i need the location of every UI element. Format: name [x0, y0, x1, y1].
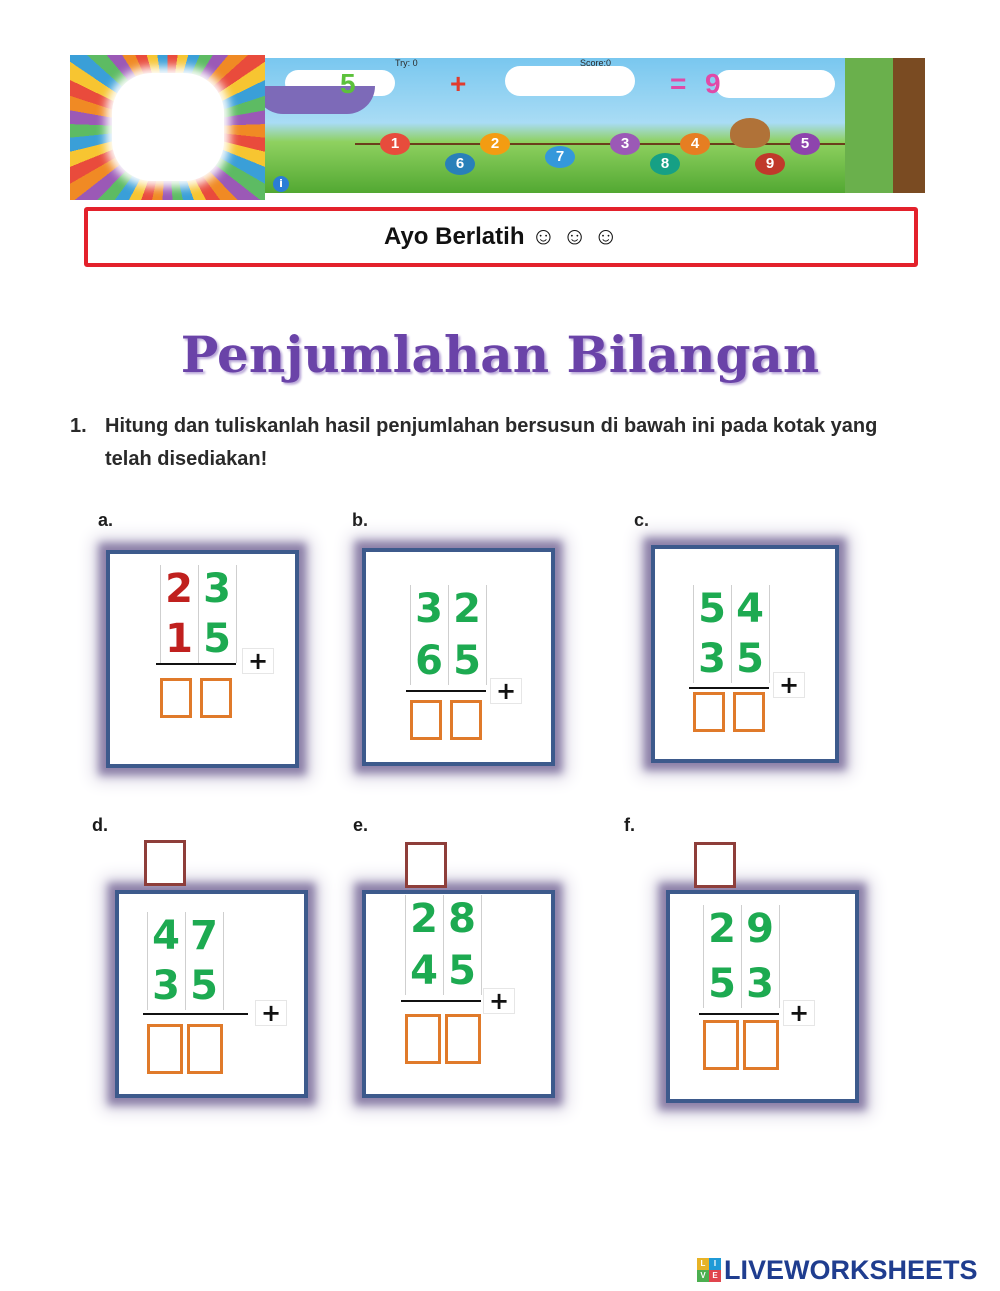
column-guide-line	[223, 912, 224, 1010]
header-banner	[70, 55, 925, 200]
carry-input-box[interactable]	[144, 840, 186, 886]
addend-digit: 5	[448, 948, 476, 994]
number-ball[interactable]: 7	[545, 146, 575, 168]
addend-digit: 3	[203, 566, 231, 612]
math-game-image	[265, 58, 925, 193]
number-ball[interactable]: 8	[650, 153, 680, 175]
addend-digit: 2	[708, 906, 736, 952]
column-guide-line	[779, 905, 780, 1008]
answer-input-box[interactable]	[160, 678, 192, 718]
score-counter: Score:0	[580, 58, 612, 68]
number-ball[interactable]: 4	[680, 133, 710, 155]
problem-label: f.	[624, 815, 635, 835]
sum-line	[699, 1013, 779, 1015]
plus-sign: +	[255, 1000, 287, 1026]
problem-label: d.	[92, 815, 108, 835]
addend-digit: 5	[698, 586, 726, 632]
addend-digit: 4	[736, 586, 764, 632]
addend-digit: 5	[190, 963, 218, 1009]
column-guide-line	[481, 895, 482, 995]
footer-brand-text: LIVEWORKSHEETS	[724, 1254, 978, 1285]
addend-digit: 4	[152, 913, 180, 959]
addend-digit: 2	[453, 586, 481, 632]
instruction-text: Hitung dan tuliskanlah hasil penjumlahan bersusun di bawah ini pada kotak yang telah disediakan!	[105, 415, 878, 470]
answer-input-box[interactable]	[410, 700, 442, 740]
carry-input-box[interactable]	[405, 842, 447, 888]
number-ball[interactable]: 9	[755, 153, 785, 175]
sum-line	[401, 1000, 481, 1002]
colored-pencils-image	[70, 55, 265, 200]
practice-header-title: Ayo Berlatih ☺ ☺ ☺	[384, 223, 618, 250]
footer-brand	[697, 1255, 978, 1285]
addend-digit: 6	[415, 638, 443, 684]
equation-equals: =	[670, 68, 687, 99]
number-ball[interactable]: 6	[445, 153, 475, 175]
sum-line	[156, 663, 236, 665]
number-ball[interactable]: 1	[380, 133, 410, 155]
answer-input-box[interactable]	[703, 1020, 739, 1070]
instruction-number: 1.	[70, 415, 87, 437]
number-ball[interactable]: 5	[790, 133, 820, 155]
equation-result: 9	[705, 68, 721, 99]
sum-line	[689, 687, 769, 689]
answer-input-box[interactable]	[450, 700, 482, 740]
addend-digit: 5	[203, 616, 231, 662]
answer-input-box[interactable]	[405, 1014, 441, 1064]
addend-digit: 2	[410, 896, 438, 942]
addend-digit: 3	[415, 586, 443, 632]
equation-operator: +	[450, 68, 467, 99]
answer-input-box[interactable]	[693, 692, 725, 732]
addend-digit: 3	[698, 636, 726, 682]
practice-header-box	[84, 207, 918, 267]
answer-input-box[interactable]	[445, 1014, 481, 1064]
plus-sign: +	[490, 678, 522, 704]
answer-input-box[interactable]	[187, 1024, 223, 1074]
number-ball[interactable]: 3	[610, 133, 640, 155]
answer-input-box[interactable]	[147, 1024, 183, 1074]
page-title: Penjumlahan Bilangan	[180, 325, 820, 384]
column-guide-line	[769, 585, 770, 683]
sum-line	[143, 1013, 248, 1015]
addend-digit: 5	[453, 638, 481, 684]
problem-label: b.	[352, 510, 368, 530]
addend-digit: 3	[746, 961, 774, 1007]
plus-sign: +	[242, 648, 274, 674]
column-guide-line	[486, 585, 487, 685]
addend-digit: 5	[708, 961, 736, 1007]
equation-left: 5	[340, 68, 356, 99]
answer-input-box[interactable]	[743, 1020, 779, 1070]
carry-input-box[interactable]	[694, 842, 736, 888]
column-guide-line	[236, 565, 237, 663]
liveworksheets-logo-icon: L I V E	[697, 1258, 721, 1282]
plus-sign: +	[783, 1000, 815, 1026]
problem-label: e.	[353, 815, 369, 835]
addend-digit: 5	[736, 636, 764, 682]
addend-digit: 7	[190, 913, 218, 959]
answer-input-box[interactable]	[733, 692, 765, 732]
sum-line	[406, 690, 486, 692]
addend-digit: 4	[410, 948, 438, 994]
info-icon[interactable]: i	[273, 176, 289, 192]
plus-sign: +	[773, 672, 805, 698]
problem-label: a.	[98, 510, 114, 530]
number-ball[interactable]: 2	[480, 133, 510, 155]
plus-sign: +	[483, 988, 515, 1014]
monkey-character	[730, 118, 770, 148]
addend-digit: 8	[448, 896, 476, 942]
addend-digit: 2	[165, 566, 193, 612]
addend-digit: 3	[152, 963, 180, 1009]
addend-digit: 9	[746, 906, 774, 952]
answer-input-box[interactable]	[200, 678, 232, 718]
try-counter: Try: 0	[395, 58, 418, 68]
addend-digit: 1	[165, 616, 193, 662]
problem-label: c.	[634, 510, 650, 530]
